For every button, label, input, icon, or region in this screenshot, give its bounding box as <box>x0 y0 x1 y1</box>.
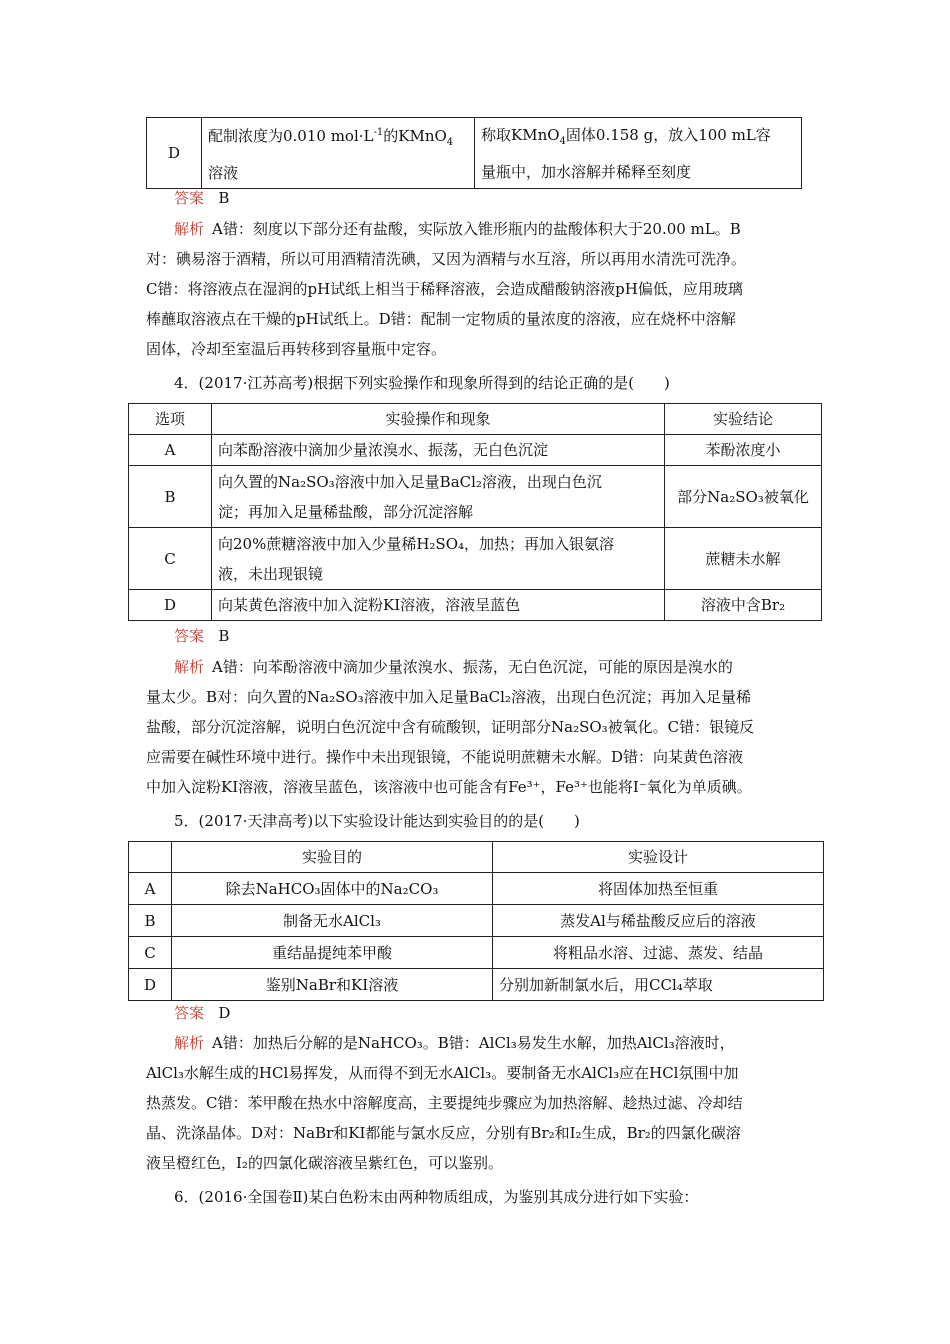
operation-cell: 称取KMnO$_4$固体0.158 g，放入100 mL容 量瓶中，加水溶解并稀释至刻度 <box>475 118 802 189</box>
q6-stem: 6．(2016·全国卷Ⅱ)某白色粉末由两种物质组成，为鉴别其成分进行如下实验： <box>174 1188 699 1206</box>
table-row: C 向20%蔗糖溶液中加入少量稀H₂SO₄，加热；再加入银氨溶 液，未出现银镜 蔗糖未水解 <box>129 528 822 590</box>
table-row: B 制备无水AlCl₃ 蒸发Al与稀盐酸反应后的溶液 <box>129 905 824 937</box>
q5-analysis: 解析 A错：加热后分解的是NaHCO₃。B错：AlCl₃易发生水解，加热AlCl₃溶液时， AlCl₃水解生成的HCl易挥发，从而得不到无水AlCl₃。要制备无水AlCl₃应在HCl氛围中加 热蒸发。C错：苯甲酸在热水中溶解度高，主要提纯步骤应为加热溶解、趁热过滤、冷却结 晶、洗涤晶体。D对：NaBr和KI都能与氯水反应，分别有Br₂和I₂生成，Br₂的四氯化碳溶 液呈橙红色，I₂的四氯化碳溶液呈紫红色，可以鉴别。 <box>146 1034 743 1172</box>
table-row <box>147 118 802 189</box>
q3-analysis: 解析 A错：刻度以下部分还有盐酸，实际放入锥形瓶内的盐酸体积大于20.00 mL。B 对：碘易溶于酒精，所以可用酒精清洗碘，又因为酒精与水互溶，所以再用水清洗可洗净。 C错：将溶液点在湿润的pH试纸上相当于稀释溶液，会造成醋酸钠溶液pH偏低，应用玻璃 棒蘸取溶液点在干燥的pH试纸上。D错：配制一定物质的量浓度的溶液，应在烧杯中溶解 固体，冷却至室温后再转移到容量瓶中定容。 <box>146 220 747 358</box>
option-cell: D <box>147 118 202 189</box>
table-header-row: 选项 实验操作和现象 实验结论 <box>129 404 822 435</box>
q5-table <box>128 841 824 1001</box>
q5-answer: 答案 D <box>174 1004 231 1022</box>
table-row: A 向苯酚溶液中滴加少量浓溴水、振荡，无白色沉淀 苯酚浓度小 <box>129 435 822 466</box>
purpose-cell: 配制浓度为0.010 $mol\cdot L^{-1}$的KMnO$_4$ 溶液 <box>202 118 475 189</box>
q4-table <box>128 403 822 621</box>
top-table <box>146 117 802 189</box>
table-row: D 向某黄色溶液中加入淀粉KI溶液，溶液呈蓝色 溶液中含Br₂ <box>129 590 822 621</box>
q4-analysis: 解析 A错：向苯酚溶液中滴加少量浓溴水、振荡，无白色沉淀，可能的原因是溴水的 量太少。B对：向久置的Na₂SO₃溶液中加入足量BaCl₂溶液，出现白色沉淀；再加入足量稀 盐酸，部分沉淀溶解，说明白色沉淀中含有硫酸钡，证明部分Na₂SO₃被氧化。C错：银镜反 应需要在碱性环境中进行。操作中未出现银镜，不能说明蔗糖未水解。D错：向某黄色溶液 中加入淀粉KI溶液，溶液呈蓝色，该溶液中也可能含有Fe³⁺，Fe³⁺也能将I⁻氧化为单质碘。 <box>146 658 755 796</box>
q4-answer: 答案 B <box>174 627 230 645</box>
table-header-row: 实验目的 实验设计 <box>129 842 824 873</box>
table-row: C 重结晶提纯苯甲酸 将粗品水溶、过滤、蒸发、结晶 <box>129 937 824 969</box>
q3-answer: 答案 B <box>174 189 230 207</box>
q5-stem: 5．(2017·天津高考)以下实验设计能达到实验目的的是( ) <box>174 812 580 830</box>
q4-stem: 4．(2017·江苏高考)根据下列实验操作和现象所得到的结论正确的是( ) <box>174 374 670 392</box>
table-row: B 向久置的Na₂SO₃溶液中加入足量BaCl₂溶液，出现白色沉 淀；再加入足量稀盐酸，部分沉淀溶解 部分Na₂SO₃被氧化 <box>129 466 822 528</box>
table-row: A 除去NaHCO₃固体中的Na₂CO₃ 将固体加热至恒重 <box>129 873 824 905</box>
table-row: D 鉴别NaBr和KI溶液 分别加新制氯水后，用CCl₄萃取 <box>129 969 824 1001</box>
